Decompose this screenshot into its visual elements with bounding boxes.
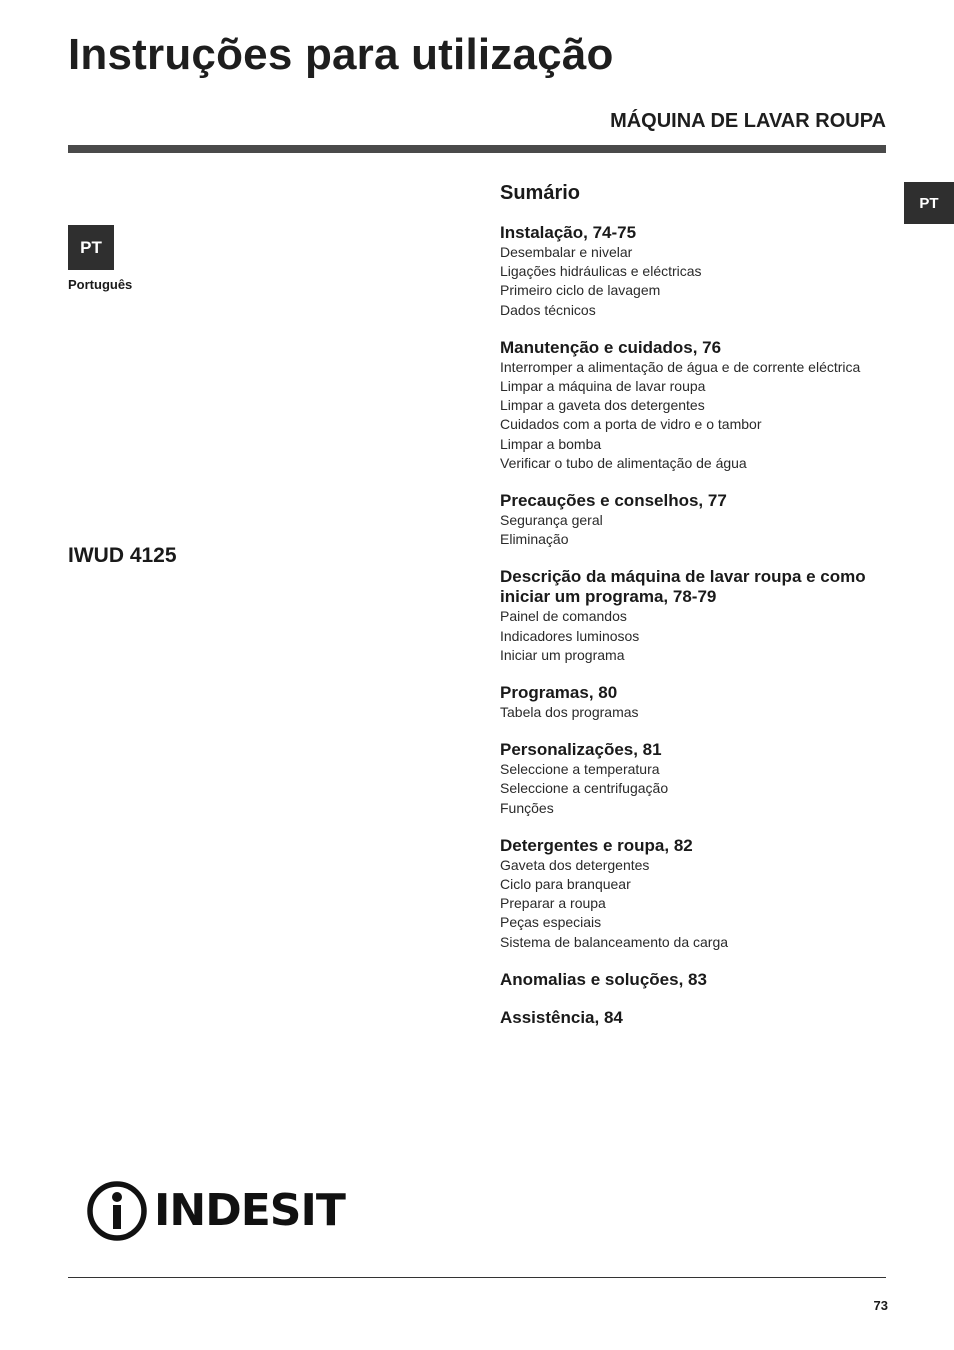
toc-item: Ligações hidráulicas e eléctricas xyxy=(500,263,702,280)
toc-item: Primeiro ciclo de lavagem xyxy=(500,282,661,299)
toc-item: Verificar o tubo de alimentação de água xyxy=(500,454,747,471)
toc-section-title: Anomalias e soluções, 83 xyxy=(500,969,707,989)
toc-item: Ciclo para branquear xyxy=(500,876,631,893)
toc-section-title: Manutenção e cuidados, 76 xyxy=(500,337,722,357)
toc-section-title: Programas, 80 xyxy=(500,683,618,703)
toc-item: Dados técnicos xyxy=(500,301,596,318)
toc-section xyxy=(500,1008,890,1028)
page-title: Instruções para utilização xyxy=(68,30,614,79)
toc-heading: Sumário xyxy=(500,182,581,204)
toc-section xyxy=(500,491,890,549)
toc-item: Indicadores luminosos xyxy=(500,627,640,644)
toc-item: Funções xyxy=(500,799,554,816)
toc-item: Painel de comandos xyxy=(500,608,627,625)
toc-section xyxy=(500,338,890,473)
language-badge: PT xyxy=(68,225,114,270)
toc-item: Tabela dos programas xyxy=(500,704,639,721)
toc-section-title: Descrição da máquina de lavar roupa e como iniciar um programa, 78-79 xyxy=(500,567,866,607)
toc-section-title: Assistência, 84 xyxy=(500,1007,623,1027)
header-divider xyxy=(68,145,886,153)
toc-section-title: Precauções e conselhos, 77 xyxy=(500,491,727,511)
toc-item: Peças especiais xyxy=(500,914,602,931)
indesit-logo-icon xyxy=(86,1180,148,1242)
toc-section-title: Detergentes e roupa, 82 xyxy=(500,835,693,855)
page-number: 73 xyxy=(873,1298,888,1313)
toc-item: Limpar a máquina de lavar roupa xyxy=(500,378,706,395)
table-of-contents xyxy=(500,180,890,1046)
brand-wordmark: INDESIT xyxy=(154,1185,345,1236)
toc-item: Cuidados com a porta de vidro e o tambor xyxy=(500,416,762,433)
toc-section xyxy=(500,683,890,722)
toc-item: Limpar a gaveta dos detergentes xyxy=(500,397,705,414)
toc-section xyxy=(500,223,890,320)
toc-section xyxy=(500,740,890,818)
toc-item: Seleccione a temperatura xyxy=(500,761,660,778)
toc-section xyxy=(500,567,890,665)
toc-item: Segurança geral xyxy=(500,512,603,529)
toc-item: Preparar a roupa xyxy=(500,895,606,912)
toc-item: Desembalar e nivelar xyxy=(500,244,633,260)
toc-sections xyxy=(500,223,890,1028)
language-name: Português xyxy=(68,277,133,292)
language-side-tab: PT xyxy=(904,182,954,224)
toc-item: Gaveta dos detergentes xyxy=(500,856,650,873)
model-number: IWUD 4125 xyxy=(68,544,177,567)
toc-section xyxy=(500,836,890,952)
page-subtitle: MÁQUINA DE LAVAR ROUPA xyxy=(610,110,886,132)
toc-item: Seleccione a centrifugação xyxy=(500,780,669,797)
brand-logo xyxy=(86,1180,345,1242)
toc-item: Eliminação xyxy=(500,531,569,548)
toc-section xyxy=(500,970,890,990)
toc-section-title: Instalação, 74-75 xyxy=(500,223,637,242)
toc-item: Limpar a bomba xyxy=(500,435,602,452)
toc-item: Iniciar um programa xyxy=(500,646,625,663)
toc-item: Interromper a alimentação de água e de corrente eléctrica xyxy=(500,358,861,375)
toc-item: Sistema de balanceamento da carga xyxy=(500,933,729,950)
footer-divider xyxy=(68,1277,886,1278)
toc-section-title: Personalizações, 81 xyxy=(500,740,662,760)
